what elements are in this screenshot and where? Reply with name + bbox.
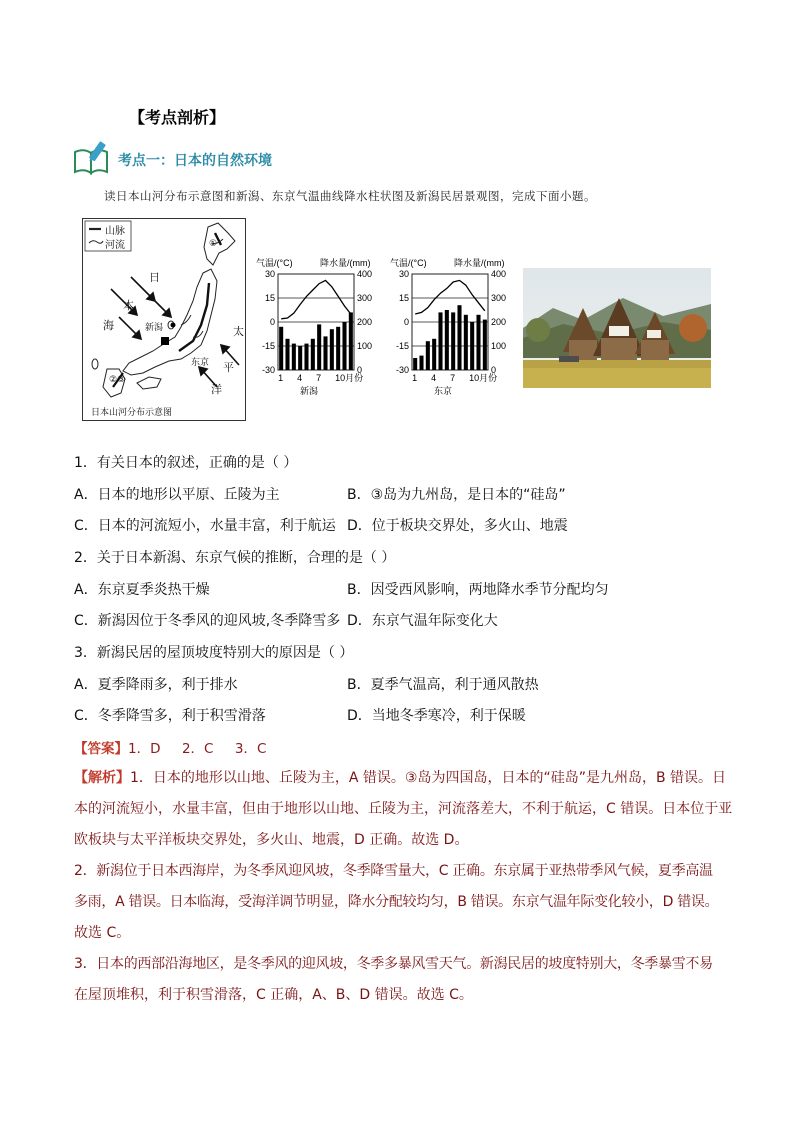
tokyo-precip-tick: 0 <box>491 365 497 375</box>
tokyo-caption: 东京 <box>434 386 453 396</box>
tokyo-precip-bar <box>438 312 442 370</box>
tokyo-x-tick: 7 <box>450 373 456 383</box>
explanation-block <box>74 763 733 1011</box>
tokyo-precip-bar <box>413 358 417 370</box>
niigata-precip-bar <box>323 336 327 370</box>
explanation-2a: 2．新潟位于日本西海岸，为冬季风迎风坡，冬季降雪量大，C 正确。东京属于亚热带季风气候，夏季高温 <box>74 863 713 879</box>
tokyo-climate-chart <box>388 256 520 402</box>
tokyo-precip-bar <box>483 320 487 370</box>
map-label-island-2: ② <box>109 375 118 385</box>
map-label-niigata: 新潟 <box>145 323 164 333</box>
answer-text: 1．D 2．C 3．C <box>128 741 267 757</box>
niigata-precip-tick: 100 <box>357 341 373 351</box>
niigata-temp-tick: -30 <box>261 365 275 375</box>
legend-river-label: 河流 <box>105 240 125 251</box>
map-label-hai: 海 <box>103 319 114 332</box>
tokyo-x-tick: 10月份 <box>469 373 498 383</box>
niigata-house-photo <box>523 268 711 388</box>
tokyo-precip-tick: 100 <box>491 341 507 351</box>
question-3-option-a: A．夏季降雨多，利于排水 <box>74 677 238 693</box>
niigata-temp-tick: -15 <box>261 341 275 351</box>
niigata-climate-chart <box>254 256 386 402</box>
niigata-precip-axis-label: 降水量/(mm) <box>320 258 371 268</box>
tokyo-temp-tick: 0 <box>403 317 409 327</box>
pencil-book-icon <box>72 140 112 176</box>
answer-label: 【答案】 <box>74 741 128 757</box>
niigata-x-tick: 4 <box>297 373 303 383</box>
niigata-caption: 新潟 <box>300 386 319 396</box>
niigata-precip-bar <box>304 344 308 370</box>
map-label-tokyo: 东京 <box>191 358 210 368</box>
tokyo-temp-tick: -30 <box>395 365 409 375</box>
question-2-option-d: D．东京气温年际变化大 <box>347 613 498 629</box>
explanation-3b: 在屋顶堆积，利于积雪滑落，C 正确，A、B、D 错误。故选 C。 <box>74 987 473 1003</box>
tokyo-precip-bar <box>457 305 461 370</box>
tokyo-precip-axis-label: 降水量/(mm) <box>454 258 505 268</box>
map-label-ping: 平 <box>223 361 234 374</box>
explanation-1a: 1．日本的地形以山地、丘陵为主，A 错误。③岛为四国岛，日本的“硅岛”是九州岛，B 错误。日 <box>130 770 727 786</box>
niigata-precip-tick: 300 <box>357 293 373 303</box>
map-label-island-3: ③ <box>117 375 126 385</box>
question-2-option-c: C．新潟因位于冬季风的迎风坡,冬季降雪多 <box>74 613 341 629</box>
tokyo-precip-bar <box>464 315 468 370</box>
tokyo-precip-bar <box>451 312 455 370</box>
niigata-temp-tick: 30 <box>264 269 275 279</box>
niigata-precip-tick: 400 <box>357 269 373 279</box>
map-label-ben: 本 <box>123 299 134 312</box>
explanation-1c: 欧板块与太平洋板块交界处，多火山、地震，D 正确。故选 D。 <box>74 832 469 848</box>
niigata-precip-bar <box>330 329 334 370</box>
tokyo-temp-tick: 30 <box>398 269 409 279</box>
tokyo-precip-bar <box>470 322 474 370</box>
explanation-1b: 本的河流短小，水量丰富，但由于地形以山地、丘陵为主，河流落差大，不利于航运，C 错误。日本位于亚 <box>74 801 733 817</box>
question-2-stem: 2．关于日本新潟、东京气候的推断，合理的是（ ） <box>74 550 396 566</box>
question-3-option-b: B．夏季气温高，利于通风散热 <box>347 677 539 693</box>
map-label-island-1: ① <box>209 239 218 249</box>
tokyo-precip-bar <box>432 339 436 370</box>
tokyo-precip-tick: 400 <box>491 269 507 279</box>
tokyo-precip-bar <box>476 315 480 370</box>
tokyo-precip-tick: 300 <box>491 293 507 303</box>
niigata-temp-tick: 15 <box>264 293 275 303</box>
niigata-precip-bar <box>349 312 353 370</box>
tokyo-temp-tick: -15 <box>395 341 409 351</box>
tokyo-precip-bar <box>445 310 449 370</box>
question-2-option-a: A．东京夏季炎热干燥 <box>74 582 210 598</box>
question-1-option-a: A．日本的地形以平原、丘陵为主 <box>74 487 280 503</box>
niigata-precip-bar <box>279 327 283 370</box>
niigata-precip-bar <box>342 322 346 370</box>
niigata-precip-bar <box>317 324 321 370</box>
map-label-yang: 洋 <box>211 383 222 396</box>
topic-title: 考点一：日本的自然环境 <box>118 153 272 169</box>
niigata-temp-axis-label: 气温/(°C) <box>256 258 293 268</box>
explanation-3a: 3．日本的西部沿海地区，是冬季风的迎风坡，冬季多暴风雪天气。新潟民居的坡度特别大，冬季暴雪不易 <box>74 956 713 972</box>
section-title: 【考点剖析】 <box>129 108 226 127</box>
intro-text: 读日本山河分布示意图和新潟、东京气温曲线降水柱状图及新潟民居景观图，完成下面小题。 <box>104 189 596 203</box>
niigata-x-tick: 7 <box>316 373 322 383</box>
niigata-temp-tick: 0 <box>269 317 275 327</box>
niigata-precip-bar <box>285 339 289 370</box>
map-label-tai: 太 <box>233 325 244 338</box>
tokyo-temp-line <box>415 280 485 314</box>
niigata-x-tick: 1 <box>278 373 284 383</box>
niigata-precip-bar <box>336 327 340 370</box>
explanation-2b: 多雨，A 错误。日本临海，受海洋调节明显，降水分配较均匀，B 错误。东京气温年际变化较小，D 错误。 <box>74 894 719 910</box>
question-3-option-d: D．当地冬季寒冷，利于保暖 <box>347 708 526 724</box>
tokyo-precip-tick: 200 <box>491 317 507 327</box>
niigata-x-tick: 10月份 <box>335 373 364 383</box>
niigata-temp-line <box>281 280 351 318</box>
answer-line <box>74 737 266 757</box>
tokyo-precip-bar <box>419 356 423 370</box>
map-label-ri: 日 <box>149 271 160 284</box>
niigata-precip-bar <box>298 346 302 370</box>
niigata-precip-tick: 0 <box>357 365 363 375</box>
niigata-precip-bar <box>311 339 315 370</box>
question-1-option-d: D．位于板块交界处，多火山、地震 <box>347 518 568 534</box>
tokyo-temp-tick: 15 <box>398 293 409 303</box>
tokyo-precip-bar <box>426 341 430 370</box>
tokyo-x-tick: 1 <box>412 373 418 383</box>
question-3-stem: 3．新潟民居的屋顶坡度特别大的原因是（ ） <box>74 645 354 661</box>
question-3-option-c: C．冬季降雪多，利于积雪滑落 <box>74 708 266 724</box>
map-caption: 日本山河分布示意图 <box>91 408 173 418</box>
explanation-2c: 故选 C。 <box>74 925 131 941</box>
tokyo-x-tick: 4 <box>431 373 437 383</box>
question-1-stem: 1．有关日本的叙述，正确的是（ ） <box>74 455 298 471</box>
niigata-precip-bar <box>292 344 296 370</box>
niigata-precip-tick: 200 <box>357 317 373 327</box>
japan-map-figure <box>82 218 246 421</box>
tokyo-temp-axis-label: 气温/(°C) <box>390 258 427 268</box>
question-1-option-c: C．日本的河流短小，水量丰富，利于航运 <box>74 518 336 534</box>
question-2-option-b: B．因受西风影响，两地降水季节分配均匀 <box>347 582 609 598</box>
explanation-label: 【解析】 <box>74 770 130 786</box>
legend-mountain-label: 山脉 <box>105 226 125 237</box>
question-1-option-b: B．③岛为九州岛，是日本的“硅岛” <box>347 487 566 503</box>
